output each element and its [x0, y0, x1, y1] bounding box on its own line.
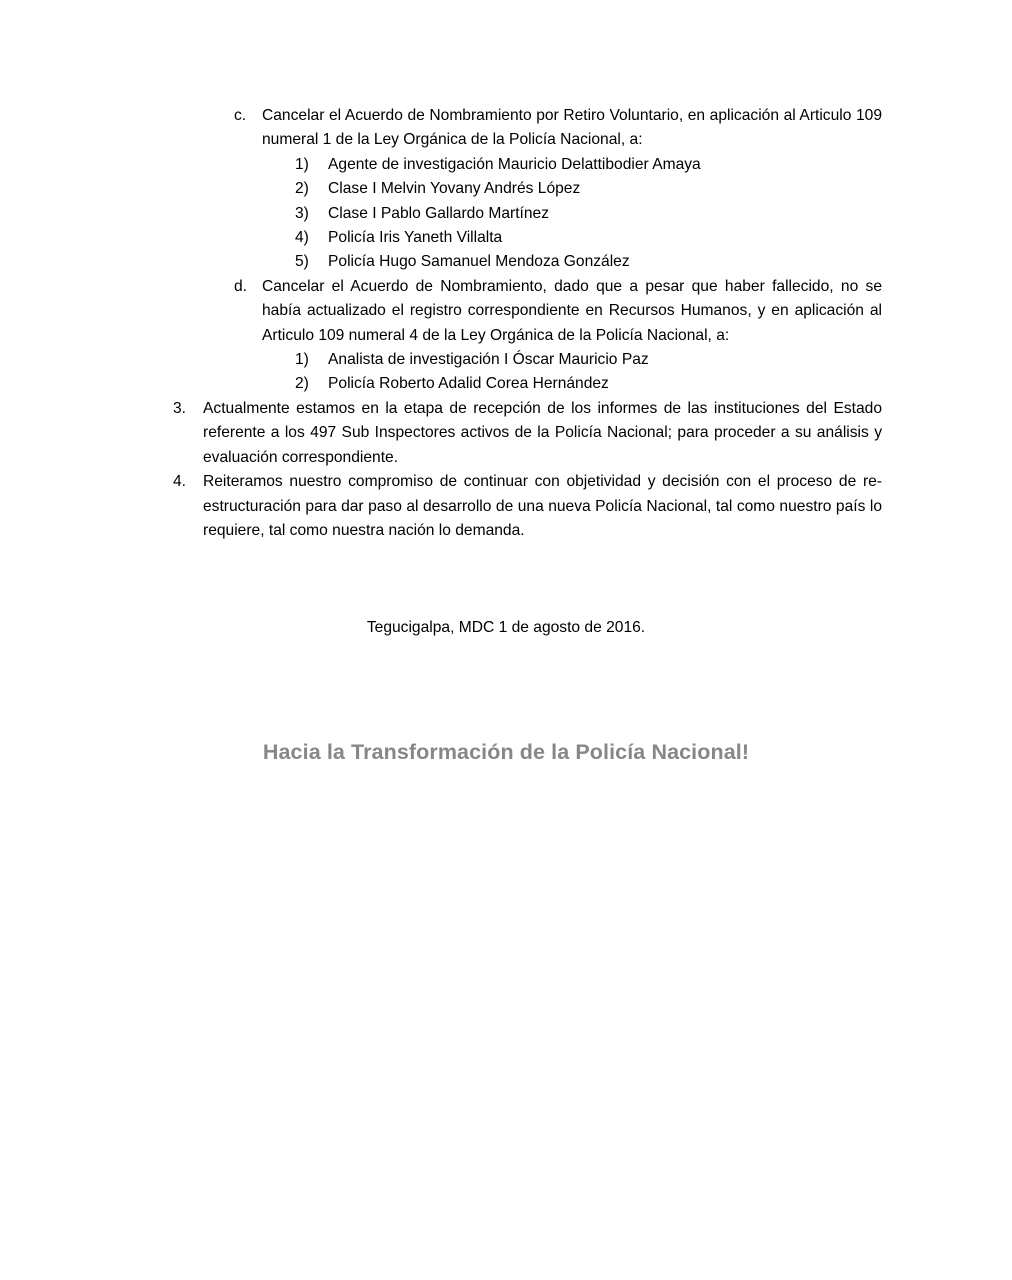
list-item-text: Cancelar el Acuerdo de Nombramiento por Retiro Voluntario, en aplicación al Articulo 109 numeral 1 de la Ley Orgánica de la Policía Nacional, a: [262, 107, 882, 149]
list-marker: 1) [295, 155, 309, 173]
slogan-heading: Hacia la Transformación de la Policía Nacional! [262, 740, 750, 764]
list-marker: 1) [295, 351, 309, 369]
list-item [170, 226, 882, 250]
list-marker: 5) [295, 253, 309, 271]
list-item [170, 202, 882, 226]
list-item [170, 275, 882, 348]
list-item-text: Policía Iris Yaneth Villalta [328, 229, 503, 247]
list-item-text: Analista de investigación I Óscar Mauricio Paz [328, 351, 649, 369]
list-marker: c. [234, 107, 247, 124]
list-item-text: Agente de investigación Mauricio Delattibodier Amaya [328, 155, 701, 173]
list-item [170, 470, 882, 543]
list-item-text: Clase I Melvin Yovany Andrés López [328, 180, 581, 198]
list-marker: d. [234, 277, 248, 295]
list-item-text: Cancelar el Acuerdo de Nombramiento, dado que a pesar que haber fallecido, no se había actualizado el registro correspondiente en Recursos Humanos, y en aplicación al Articulo 109 numeral 4 de la Ley Orgánica de la Policía Nacional, a: [262, 277, 882, 344]
list-item [170, 153, 882, 177]
list-item-text: Clase I Pablo Gallardo Martínez [328, 204, 550, 222]
list-marker: 3) [295, 204, 309, 222]
list-item [170, 348, 882, 372]
list-item-text: Reiteramos nuestro compromiso de continuar con objetividad y decisión con el proceso de re-estructuración para dar paso al desarrollo de una nueva Policía Nacional, tal como nuestro país lo requiere, tal como nuestra nación lo demanda. [203, 473, 882, 539]
list-marker: 3. [173, 399, 187, 417]
place-date-line: Tegucigalpa, MDC 1 de agosto de 2016. [366, 619, 646, 636]
document-body [170, 104, 882, 543]
list-marker: 4) [295, 229, 309, 247]
list-item-text: Policía Hugo Samanuel Mendoza González [328, 253, 630, 271]
list-marker: 2) [295, 375, 309, 393]
list-item [170, 177, 882, 201]
list-item [170, 397, 882, 470]
list-marker: 4. [173, 473, 187, 491]
list-item-text: Policía Roberto Adalid Corea Hernández [328, 375, 609, 393]
list-item [170, 104, 882, 153]
list-item-text: Actualmente estamos en la etapa de recepción de los informes de las instituciones del Estado referente a los 497 Sub Inspectores activos de la Policía Nacional; para proceder a su análisis y evaluación correspondiente. [203, 399, 882, 466]
list-item [170, 372, 882, 396]
list-marker: 2) [295, 180, 309, 198]
list-item [170, 250, 882, 274]
